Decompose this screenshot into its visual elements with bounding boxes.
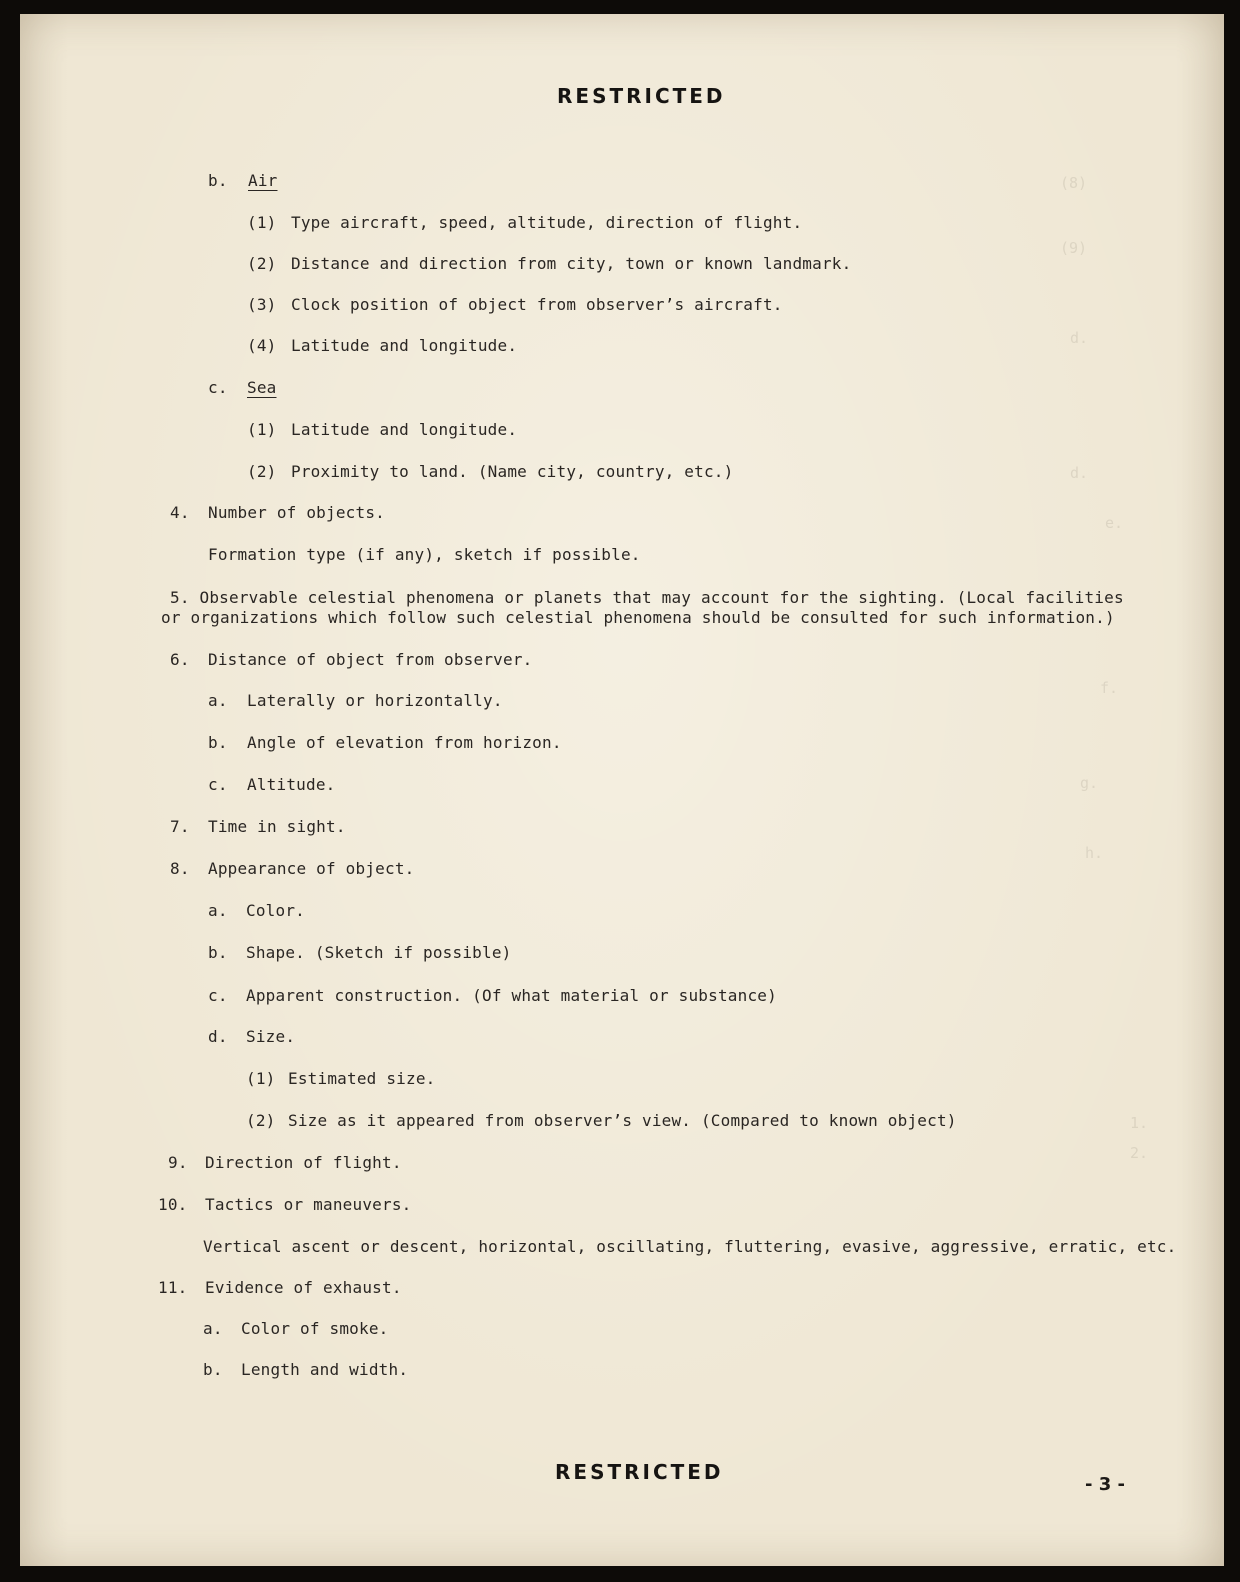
- item-marker: 7.: [170, 817, 190, 836]
- bleed-through-text: (8): [1060, 174, 1088, 192]
- bleed-through-text: g.: [1080, 774, 1099, 792]
- item-marker: a.: [203, 1319, 223, 1338]
- item-marker: c.: [208, 986, 228, 1005]
- list-item-text: Length and width.: [241, 1360, 409, 1379]
- page-number: - 3 -: [1085, 1474, 1125, 1495]
- item-marker: c.: [208, 775, 228, 794]
- list-item-text: Number of objects.: [208, 503, 385, 522]
- bleed-through-text: f.: [1100, 679, 1119, 697]
- item-marker: (4): [247, 336, 277, 355]
- item-marker: d.: [208, 1027, 228, 1046]
- list-item-text: Altitude.: [247, 775, 336, 794]
- list-item-text: Angle of elevation from horizon.: [247, 733, 562, 752]
- list-item-text: Evidence of exhaust.: [205, 1278, 402, 1297]
- item-marker: (1): [246, 1069, 276, 1088]
- list-item-text: Apparent construction. (Of what material or substance): [246, 986, 777, 1005]
- item-marker: b.: [208, 943, 228, 962]
- item-marker: (1): [247, 420, 277, 439]
- classification-footer: RESTRICTED: [555, 1460, 724, 1484]
- item-marker: a.: [208, 901, 228, 920]
- bleed-through-text: e.: [1105, 514, 1124, 532]
- list-item-text: Time in sight.: [208, 817, 346, 836]
- item-marker: (2): [247, 462, 277, 481]
- item-marker: 10.: [158, 1195, 188, 1214]
- paragraph-line: 5. Observable celestial phenomena or planets that may account for the sighting. (Local facilities: [170, 588, 1124, 607]
- list-item-note: Vertical ascent or descent, horizontal, oscillating, fluttering, evasive, aggressive, erratic, etc.: [203, 1237, 1177, 1256]
- item-marker: (2): [247, 254, 277, 273]
- list-item-text: Latitude and longitude.: [291, 336, 518, 355]
- list-item-text: Type aircraft, speed, altitude, direction of flight.: [291, 213, 803, 232]
- item-marker: c.: [208, 378, 228, 397]
- list-item-text: Appearance of object.: [208, 859, 415, 878]
- document-page: [20, 14, 1224, 1566]
- list-item-text: Color of smoke.: [241, 1319, 389, 1338]
- list-item-text: Proximity to land. (Name city, country, etc.): [291, 462, 734, 481]
- item-marker: 4.: [170, 503, 190, 522]
- item-marker: (1): [247, 213, 277, 232]
- item-marker: (3): [247, 295, 277, 314]
- bleed-through-text: h.: [1085, 844, 1104, 862]
- list-item-text: Laterally or horizontally.: [247, 691, 503, 710]
- list-item-text: Latitude and longitude.: [291, 420, 518, 439]
- list-item-text: Size.: [246, 1027, 296, 1046]
- list-item-text: Distance and direction from city, town or known landmark.: [291, 254, 852, 273]
- classification-header: RESTRICTED: [557, 84, 726, 108]
- list-item-text: Color.: [246, 901, 305, 920]
- item-marker: b.: [203, 1360, 223, 1379]
- list-item-text: Estimated size.: [288, 1069, 436, 1088]
- list-item-text: Shape. (Sketch if possible): [246, 943, 512, 962]
- list-item-text: Size as it appeared from observer’s view. (Compared to known object): [288, 1111, 957, 1130]
- item-marker: 9.: [168, 1153, 188, 1172]
- item-marker: 8.: [170, 859, 190, 878]
- list-item-text: Clock position of object from observer’s aircraft.: [291, 295, 783, 314]
- bleed-through-text: d.: [1070, 329, 1089, 347]
- section-heading-air: Air: [248, 171, 278, 190]
- list-item-text: Direction of flight.: [205, 1153, 402, 1172]
- item-marker: (2): [246, 1111, 276, 1130]
- item-marker: 6.: [170, 650, 190, 669]
- item-marker: b.: [208, 171, 228, 190]
- bleed-through-text: 1.: [1130, 1114, 1149, 1132]
- list-item-text: Distance of object from observer.: [208, 650, 533, 669]
- bleed-through-text: (9): [1060, 239, 1088, 257]
- bleed-through-text: d.: [1070, 464, 1089, 482]
- item-marker: 11.: [158, 1278, 188, 1297]
- item-marker: a.: [208, 691, 228, 710]
- list-item-note: Formation type (if any), sketch if possible.: [208, 545, 641, 564]
- paragraph-line: or organizations which follow such celestial phenomena should be consulted for such information.): [161, 608, 1115, 627]
- bleed-through-text: 2.: [1130, 1144, 1149, 1162]
- section-heading-sea: Sea: [247, 378, 277, 397]
- item-marker: b.: [208, 733, 228, 752]
- list-item-text: Tactics or maneuvers.: [205, 1195, 412, 1214]
